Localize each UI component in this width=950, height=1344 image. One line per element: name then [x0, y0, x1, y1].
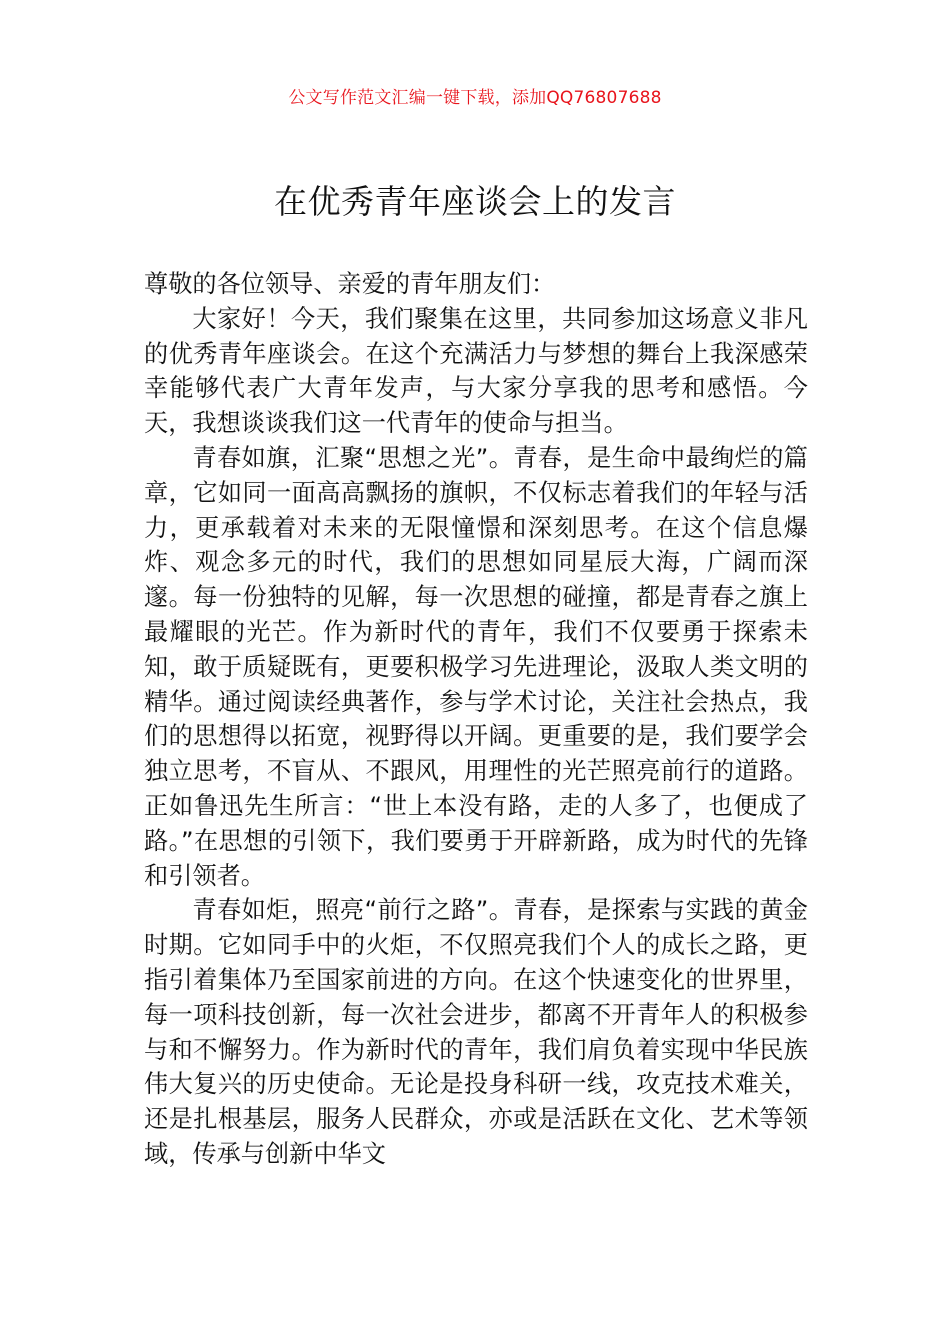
document-title: 在优秀青年座谈会上的发言: [274, 182, 676, 221]
salutation: 尊敬的各位领导、亲爱的青年朋友们：: [144, 270, 556, 298]
paragraph-thought: 青春如旗，汇聚“思想之光”。青春，是生命中最绚烂的篇章，它如同一面高高飘扬的旗帜，不仅标志着我们的年轻与活力，更承载着对未来的无限憧憬和深刻思考。在这个信息爆炸、观念多元的时代，我们的思想如同星辰大海，广阔而深邃。每一份独特的见解，每一次思想的碰撞，都是青春之旗上最耀眼的光芒。作为新时代的青年，我们不仅要勇于探索未知，敢于质疑既有，更要积极学习先进理论，汲取人类文明的精华。通过阅读经典著作，参与学术讨论，关注社会热点，我们的思想得以拓宽，视野得以开阔。更重要的是，我们要学会独立思考，不盲从、不跟风，用理性的光芒照亮前行的道路。正如鲁迅先生所言：“世上本没有路，走的人多了，也便成了路。”在思想的引领下，我们要勇于开辟新路，成为时代的先锋和引领者。: [144, 443, 808, 890]
paragraph-opening: 大家好！今天，我们聚集在这里，共同参加这场意义非凡的优秀青年座谈会。在这个充满活力与梦想的舞台上我深感荣幸能够代表广大青年发声，与大家分享我的思考和感悟。今天，我想谈谈我们这一代青年的使命与担当。: [144, 304, 808, 438]
paragraph-path: 青春如炬，照亮“前行之路”。青春，是探索与实践的黄金时期。它如同手中的火炬，不仅照亮我们个人的成长之路，更指引着集体乃至国家前进的方向。在这个快速变化的世界里，每一项科技创新，每一次社会进步，都离不开青年人的积极参与和不懈努力。作为新时代的青年，我们肩负着实现中华民族伟大复兴的历史使命。无论是投身科研一线，攻克技术难关，还是扎根基层，服务人民群众，亦或是活跃在文化、艺术等领域，传承与创新中华文: [144, 896, 808, 1168]
document-body: [144, 267, 808, 1172]
download-banner: 公文写作范文汇编一键下载，添加QQ76807688: [288, 88, 662, 108]
